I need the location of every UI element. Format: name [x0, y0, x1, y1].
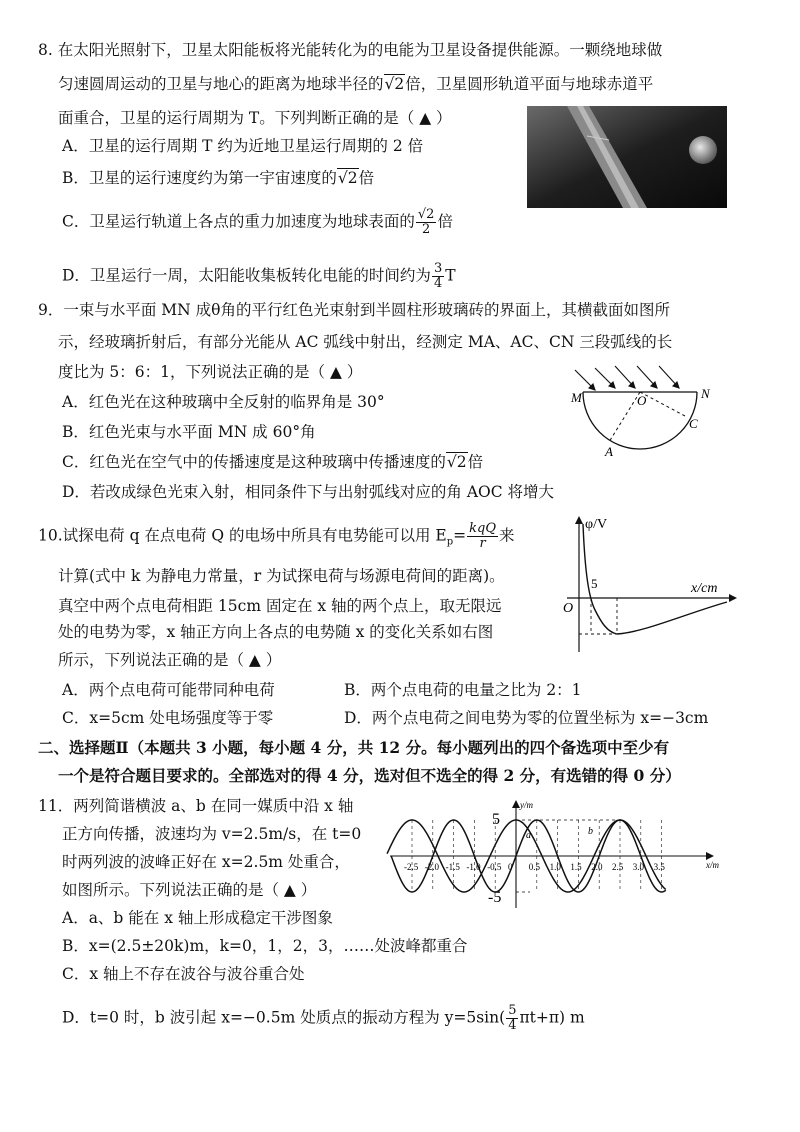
q10-stem-text: 10.试探电荷 q 在点电荷 Q 的电场中所具有电势能可以用 E [38, 526, 447, 545]
x-tick-label: 0.5 [528, 862, 541, 872]
q10-stem-line5: 所示，下列说法正确的是（ ▲ ） [58, 651, 282, 669]
q10-stem-end: 来 [499, 526, 515, 545]
wave-a-label: a [526, 830, 531, 841]
q10-option-d: D．两个点电荷之间电势为零的位置坐标为 x=−3cm [344, 709, 709, 727]
q8-stem-line2b: 倍，卫星圆形轨道平面与地球赤道平 [405, 75, 654, 93]
x-tick-label: 3.5 [653, 862, 665, 872]
q11-stem-line4: 如图所示。下列说法正确的是（ ▲ ） [62, 881, 317, 899]
equals-sign: = [453, 526, 467, 545]
q8-option-b-end: 倍 [358, 169, 375, 187]
q9-option-c [62, 452, 483, 472]
q11-option-b: B．x=(2.5±20k)m，k=0，1，2，3，……处波峰都重合 [62, 937, 468, 955]
q8-option-b-text: B．卫星的运行速度约为第一宇宙速度的 [62, 169, 337, 187]
q8-option-c [62, 208, 453, 237]
wave-graph [380, 796, 730, 912]
q8-option-d-end: T [445, 266, 456, 285]
subscript-p: p [446, 536, 454, 548]
fraction-sqrt2-over-2 [416, 208, 437, 237]
x-axis-label: x/cm [691, 581, 718, 596]
q8-stem-line2a: 匀速圆周运动的卫星与地心的距离为地球半径的 [58, 75, 384, 93]
q10-stem-line3: 真空中两个点电荷相距 15cm 固定在 x 轴的两个点上，取无限远 [58, 597, 502, 615]
x-tick-label: -1.0 [466, 862, 481, 872]
q10-option-c: C．x=5cm 处电场强度等于零 [62, 709, 274, 727]
fraction-three-quarters [432, 262, 444, 291]
section2-heading-line1: 二、选择题Ⅱ（本题共 3 小题，每小题 4 分，共 12 分。每小题列出的四个备选项中至少有 [38, 738, 670, 757]
fraction-numerator: √2 [417, 207, 435, 222]
q10-option-b: B．两个点电荷的电量之比为 2：1 [344, 681, 582, 699]
q11-stem-line2: 正方向传播，波速均为 v=2.5m/s，在 t=0 [62, 825, 362, 843]
section2-heading-line2: 一个是符合题目要求的。全部选对的得 4 分，选对但不选全的得 2 分，有选错的得 0 分） [58, 766, 681, 785]
x-tick-label: 2.5 [612, 862, 624, 872]
q8-option-b [62, 168, 374, 188]
tick-label-5: 5 [591, 576, 598, 591]
q10-option-a: A．两个点电荷可能带同种电荷 [62, 681, 275, 699]
y-axis-label: y/m [520, 800, 533, 810]
q11-option-d [62, 1004, 585, 1033]
q9-stem-line3: 度比为 5：6：1，下列说法正确的是（ ▲ ） [58, 363, 363, 381]
fraction-kqQ-over-r [467, 522, 498, 551]
label-m: M [571, 390, 582, 405]
x-tick-label: -2.0 [424, 862, 440, 872]
q9-option-a: A．红色光在这种玻璃中全反射的临界角是 30° [62, 393, 385, 411]
fraction-numerator: kqQ [469, 521, 496, 536]
q11-option-d-end: πt+π) m [519, 1008, 585, 1027]
q8-stem-line2 [58, 74, 653, 94]
q9-option-c-end: 倍 [467, 453, 484, 471]
q8-option-c-end: 倍 [437, 212, 453, 231]
x-tick-label: 1.5 [570, 862, 582, 872]
origin-label: O [563, 601, 574, 616]
label-c: C [689, 416, 698, 431]
x-tick-label: -2.5 [404, 862, 419, 872]
q11-option-c: C．x 轴上不存在波谷与波谷重合处 [62, 965, 305, 983]
q8-option-d [62, 262, 456, 291]
q9-option-b: B．红色光束与水平面 MN 成 60°角 [62, 423, 316, 441]
q9-stem-line1: 9．一束与水平面 MN 成θ角的平行红色光束射到半圆柱形玻璃砖的界面上，其横截面如图所 [38, 301, 670, 319]
semicircle-glass-figure [565, 362, 725, 462]
q9-stem-line2: 示，经玻璃折射后，有部分光能从 AC 弧线中射出，经测定 MA、AC、CN 三段弧线的长 [58, 333, 673, 351]
y-max-label: 5 [492, 811, 500, 828]
q8-option-c-text: C．卫星运行轨道上各点的重力加速度为地球表面的 [62, 212, 415, 231]
q10-stem-line4: 处的电势为零，x 轴正方向上各点的电势随 x 的变化关系如右图 [58, 623, 494, 641]
potential-graph [555, 514, 740, 654]
y-axis-label: φ/V [585, 517, 608, 532]
x-tick-label: -1.5 [445, 862, 460, 872]
sqrt-two: √2 [337, 169, 358, 187]
sqrt-two: √2 [446, 453, 467, 471]
x-tick-label: 1.0 [549, 862, 561, 872]
q8-option-a: A．卫星的运行周期 T 约为近地卫星运行周期的 2 倍 [62, 137, 424, 155]
q11-stem-line1: 11．两列简谐横波 a、b 在同一媒质中沿 x 轴 [38, 797, 354, 815]
q9-option-d: D．若改成绿色光束入射，相同条件下与出射弧线对应的角 AOC 将增大 [62, 483, 555, 501]
x-tick-label: -0.5 [487, 862, 502, 872]
label-n: N [701, 386, 710, 401]
x-tick-label: 0 [508, 862, 513, 872]
x-tick-label: 2.0 [591, 862, 603, 872]
q11-option-a: A．a、b 能在 x 轴上形成稳定干涉图象 [62, 909, 333, 927]
fraction-numerator: 5 [508, 1003, 517, 1018]
fraction-five-quarters [506, 1004, 518, 1033]
q11-option-d-text: D．t=0 时，b 波引起 x=−0.5m 处质点的振动方程为 y=5sin( [62, 1008, 506, 1027]
fraction-numerator: 3 [433, 261, 443, 276]
wave-b-label: b [588, 826, 593, 837]
x-axis-label: x/m [706, 860, 719, 870]
satellite-photo [527, 106, 727, 208]
x-tick-label: 3.0 [632, 862, 645, 872]
fraction-denominator: r [479, 536, 486, 551]
q8-stem-line3: 面重合，卫星的运行周期为 T。下列判断正确的是（ ▲ ） [58, 109, 452, 127]
sqrt-two: √2 [384, 75, 405, 93]
q10-stem-line2: 计算(式中 k 为静电力常量，r 为试探电荷与场源电荷间的距离)。 [58, 567, 505, 585]
fraction-denominator: 4 [508, 1018, 517, 1033]
label-a: A [605, 444, 613, 459]
q9-option-c-text: C．红色光在空气中的传播速度是这种玻璃中传播速度的 [62, 453, 446, 471]
q10-stem-line1 [38, 522, 515, 553]
fraction-denominator: 4 [433, 276, 443, 291]
q8-stem-line1: 8. 在太阳光照射下，卫星太阳能板将光能转化为的电能为卫星设备提供能源。一颗绕地球做 [38, 41, 663, 59]
q11-stem-line3: 时两列波的波峰正好在 x=2.5m 处重合， [62, 853, 350, 871]
label-o: O [637, 393, 647, 408]
q8-option-d-text: D．卫星运行一周，太阳能收集板转化电能的时间约为 [62, 266, 431, 285]
y-min-label: -5 [488, 889, 502, 906]
fraction-denominator: 2 [422, 222, 431, 237]
